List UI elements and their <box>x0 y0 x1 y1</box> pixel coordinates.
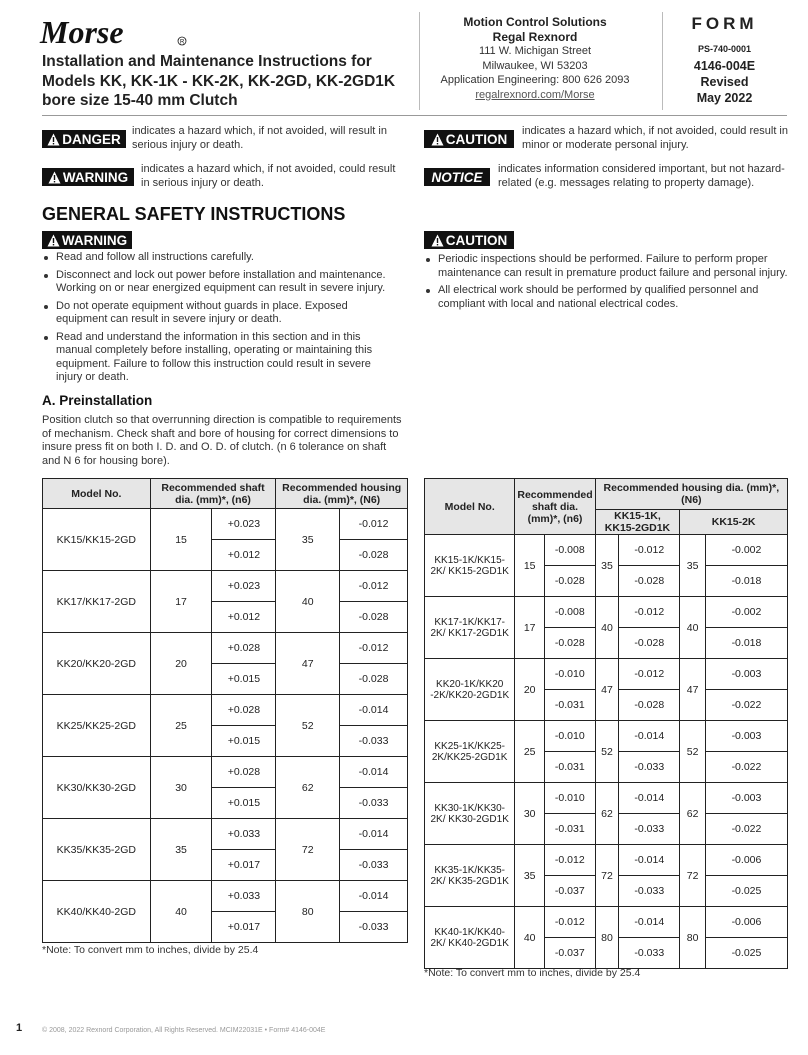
warning-triangle-icon <box>431 133 444 146</box>
shaft-tolerance-cell: +0.017 <box>212 912 276 943</box>
housing-tolerance-cell: -0.012 <box>340 509 408 540</box>
header-rule <box>42 115 787 116</box>
form-revised: Revised <box>700 75 749 89</box>
housing-dia-cell: 62 <box>276 757 340 819</box>
table-row <box>425 845 788 876</box>
shaft-tolerance-cell: -0.031 <box>544 814 595 845</box>
shaft-dia-cell: 35 <box>515 845 545 907</box>
logo-wordmark: Morse <box>40 16 124 50</box>
shaft-dia-cell: 20 <box>150 633 212 695</box>
shaft-tolerance-cell: -0.010 <box>544 721 595 752</box>
model-cell: KK20-1K/KK20 -2K/KK20-2GD1K <box>425 659 515 721</box>
table1-note: *Note: To convert mm to inches, divide by 25.4 <box>42 944 259 956</box>
housing-1k-tolerance-cell: -0.033 <box>619 876 680 907</box>
shaft-tolerance-cell: -0.010 <box>544 783 595 814</box>
shaft-tolerance-cell: +0.023 <box>212 509 276 540</box>
table2-note: *Note: To convert mm to inches, divide by 25.4 <box>424 967 641 979</box>
shaft-dia-cell: 30 <box>515 783 545 845</box>
model-cell: KK40/KK40-2GD <box>43 881 151 943</box>
shaft-tolerance-cell: -0.031 <box>544 752 595 783</box>
morse-logo <box>38 16 188 50</box>
housing-1k-tolerance-cell: -0.028 <box>619 628 680 659</box>
shaft-housing-table-2 <box>424 478 788 969</box>
housing-2k-dia-cell: 35 <box>680 535 706 597</box>
model-cell: KK35-1K/KK35-2K/ KK35-2GD1K <box>425 845 515 907</box>
table-row <box>425 721 788 752</box>
table2-header-model: Model No. <box>425 479 515 535</box>
housing-1k-tolerance-cell: -0.028 <box>619 690 680 721</box>
website-link[interactable]: regalrexnord.com/Morse <box>475 88 595 101</box>
table-row <box>43 881 408 912</box>
housing-dia-cell: 40 <box>276 571 340 633</box>
table2-header-housing: Recommended housing dia. (mm)*, (N6) <box>595 479 787 510</box>
housing-1k-tolerance-cell: -0.012 <box>619 597 680 628</box>
shaft-dia-cell: 25 <box>150 695 212 757</box>
caution-label: CAUTION <box>424 130 514 148</box>
table-row <box>43 633 408 664</box>
housing-2k-tolerance-cell: -0.006 <box>705 907 787 938</box>
list-item: Disconnect and lock out power before installation and maintenance. Working on or near energized equipment can result in severe injury. <box>42 269 397 296</box>
shaft-tolerance-cell: -0.012 <box>544 845 595 876</box>
address-line-1: 111 W. Michigan Street <box>478 45 592 57</box>
table1-header-housing: Recommended housing dia. (mm)*, (N6) <box>276 479 408 509</box>
contact-block <box>420 15 650 102</box>
housing-tolerance-cell: -0.014 <box>340 819 408 850</box>
housing-tolerance-cell: -0.014 <box>340 695 408 726</box>
shaft-dia-cell: 15 <box>150 509 212 571</box>
housing-tolerance-cell: -0.028 <box>340 602 408 633</box>
form-word: FORM <box>691 14 758 33</box>
housing-2k-tolerance-cell: -0.022 <box>705 814 787 845</box>
header-divider-2 <box>662 12 663 110</box>
safety-caution-label: CAUTION <box>424 231 514 249</box>
shaft-dia-cell: 20 <box>515 659 545 721</box>
housing-1k-tolerance-cell: -0.012 <box>619 535 680 566</box>
morse-logo-graphic <box>38 16 188 50</box>
housing-2k-dia-cell: 52 <box>680 721 706 783</box>
warning-triangle-icon <box>47 133 60 146</box>
form-number: 4146-004E <box>693 59 756 73</box>
document-title <box>42 52 422 111</box>
shaft-dia-cell: 30 <box>150 757 212 819</box>
housing-1k-dia-cell: 47 <box>595 659 619 721</box>
table-row <box>425 907 788 938</box>
warning-label: WARNING <box>42 168 134 186</box>
safety-warning-list <box>42 251 397 389</box>
company-line-1: Motion Control Solutions <box>463 15 607 29</box>
housing-tolerance-cell: -0.012 <box>340 571 408 602</box>
shaft-tolerance-cell: +0.028 <box>212 757 276 788</box>
housing-dia-cell: 47 <box>276 633 340 695</box>
housing-tolerance-cell: -0.014 <box>340 881 408 912</box>
shaft-tolerance-cell: -0.008 <box>544 535 595 566</box>
shaft-dia-cell: 40 <box>515 907 545 969</box>
phone-line: Application Engineering: 800 626 2093 <box>440 74 630 86</box>
shaft-tolerance-cell: +0.015 <box>212 726 276 757</box>
table1-header-model: Model No. <box>43 479 151 509</box>
shaft-tolerance-cell: +0.028 <box>212 695 276 726</box>
housing-2k-tolerance-cell: -0.003 <box>705 783 787 814</box>
model-cell: KK15/KK15-2GD <box>43 509 151 571</box>
warning-triangle-icon <box>431 234 444 247</box>
notice-label: NOTICE <box>424 168 490 186</box>
model-cell: KK30/KK30-2GD <box>43 757 151 819</box>
model-cell: KK30-1K/KK30-2K/ KK30-2GD1K <box>425 783 515 845</box>
housing-dia-cell: 72 <box>276 819 340 881</box>
shaft-dia-cell: 35 <box>150 819 212 881</box>
footer-copyright: © 2008, 2022 Rexnord Corporation, All Rights Reserved. MCIM22031E • Form# 4146-004E <box>42 1027 326 1034</box>
housing-1k-tolerance-cell: -0.014 <box>619 783 680 814</box>
housing-2k-dia-cell: 47 <box>680 659 706 721</box>
housing-tolerance-cell: -0.033 <box>340 788 408 819</box>
table-row <box>425 597 788 628</box>
danger-description: indicates a hazard which, if not avoided, will result in serious injury or death. <box>132 125 387 151</box>
shaft-dia-cell: 17 <box>515 597 545 659</box>
shaft-tolerance-cell: +0.015 <box>212 788 276 819</box>
table2-subheader-1k: KK15-1K, KK15-2GD1K <box>595 510 680 535</box>
shaft-tolerance-cell: +0.023 <box>212 571 276 602</box>
preinstallation-heading: A. Preinstallation <box>42 393 153 408</box>
table-row <box>43 571 408 602</box>
shaft-dia-cell: 40 <box>150 881 212 943</box>
shaft-tolerance-cell: -0.012 <box>544 907 595 938</box>
housing-2k-tolerance-cell: -0.022 <box>705 690 787 721</box>
title-line-2: Models KK, KK-1K - KK-2K, KK-2GD, KK-2GD1K <box>42 72 396 90</box>
table2-subheader-2k: KK15-2K <box>680 510 788 535</box>
housing-1k-dia-cell: 62 <box>595 783 619 845</box>
shaft-dia-cell: 17 <box>150 571 212 633</box>
list-item: Read and follow all instructions carefully. <box>42 251 397 265</box>
list-item: All electrical work should be performed by qualified personnel and compliant with local and national electrical codes. <box>424 284 794 311</box>
model-cell: KK20/KK20-2GD <box>43 633 151 695</box>
housing-1k-tolerance-cell: -0.033 <box>619 814 680 845</box>
preinstallation-text: Position clutch so that overrunning direction is compatible to requirements of mechanism. Check shaft and bore of housing for correct dimensions to insure press fit on both I. D. and O. D. of clutch. (n 6 tolerance on shaft and N 6 for housing bore). <box>42 414 402 467</box>
table2-body <box>425 535 788 969</box>
shaft-tolerance-cell: -0.010 <box>544 659 595 690</box>
housing-2k-tolerance-cell: -0.018 <box>705 566 787 597</box>
housing-2k-dia-cell: 40 <box>680 597 706 659</box>
shaft-tolerance-cell: -0.008 <box>544 597 595 628</box>
housing-2k-tolerance-cell: -0.006 <box>705 845 787 876</box>
list-item: Read and understand the information in this section and in this manual completely before installing, operating or maintaining this equipment. Failure to follow this instruction could result in severe injury or death. <box>42 331 397 385</box>
shaft-tolerance-cell: +0.012 <box>212 540 276 571</box>
table-row <box>43 509 408 540</box>
svg-text:R: R <box>180 39 185 46</box>
housing-1k-tolerance-cell: -0.014 <box>619 721 680 752</box>
table-row <box>425 659 788 690</box>
housing-tolerance-cell: -0.033 <box>340 850 408 881</box>
table-row <box>43 819 408 850</box>
form-date: May 2022 <box>696 91 753 105</box>
list-item: Periodic inspections should be performed. Failure to perform proper maintenance can result in premature product failure and personal injury. <box>424 253 794 280</box>
housing-dia-cell: 35 <box>276 509 340 571</box>
table1-header-shaft: Recommended shaft dia. (mm)*, (n6) <box>150 479 276 509</box>
shaft-tolerance-cell: +0.033 <box>212 881 276 912</box>
shaft-tolerance-cell: +0.033 <box>212 819 276 850</box>
model-cell: KK35/KK35-2GD <box>43 819 151 881</box>
housing-tolerance-cell: -0.012 <box>340 633 408 664</box>
shaft-tolerance-cell: +0.012 <box>212 602 276 633</box>
title-line-1: Installation and Maintenance Instructions for <box>42 53 372 70</box>
housing-tolerance-cell: -0.028 <box>340 540 408 571</box>
housing-2k-tolerance-cell: -0.002 <box>705 535 787 566</box>
warning-description: indicates a hazard which, if not avoided, could result in serious injury or death. <box>141 163 396 189</box>
housing-2k-tolerance-cell: -0.025 <box>705 938 787 969</box>
model-cell: KK25-1K/KK25- 2K/KK25-2GD1K <box>425 721 515 783</box>
housing-2k-tolerance-cell: -0.002 <box>705 597 787 628</box>
model-cell: KK25/KK25-2GD <box>43 695 151 757</box>
model-cell: KK15-1K/KK15-2K/ KK15-2GD1K <box>425 535 515 597</box>
housing-1k-dia-cell: 80 <box>595 907 619 969</box>
warning-triangle-icon <box>48 171 61 184</box>
shaft-tolerance-cell: +0.028 <box>212 633 276 664</box>
safety-warning-label: WARNING <box>42 231 132 249</box>
shaft-housing-table-1 <box>42 478 408 943</box>
housing-1k-dia-cell: 40 <box>595 597 619 659</box>
table-row <box>43 695 408 726</box>
form-info <box>672 14 777 106</box>
table-row <box>425 783 788 814</box>
shaft-tolerance-cell: -0.028 <box>544 566 595 597</box>
form-code: PS-740-0001 <box>697 44 752 54</box>
housing-tolerance-cell: -0.033 <box>340 726 408 757</box>
model-cell: KK17/KK17-2GD <box>43 571 151 633</box>
housing-2k-dia-cell: 62 <box>680 783 706 845</box>
title-line-3: bore size 15-40 mm Clutch <box>42 92 238 109</box>
housing-dia-cell: 80 <box>276 881 340 943</box>
housing-2k-tolerance-cell: -0.003 <box>705 659 787 690</box>
housing-dia-cell: 52 <box>276 695 340 757</box>
housing-2k-dia-cell: 72 <box>680 845 706 907</box>
housing-1k-tolerance-cell: -0.012 <box>619 659 680 690</box>
housing-1k-dia-cell: 72 <box>595 845 619 907</box>
page-number: 1 <box>16 1022 23 1034</box>
shaft-tolerance-cell: -0.037 <box>544 938 595 969</box>
warning-triangle-icon <box>47 234 60 247</box>
table-row <box>425 535 788 566</box>
table1-body <box>43 509 408 943</box>
notice-description: indicates information considered important, but not hazard-related (e.g. messages relating to property damage). <box>498 163 785 189</box>
housing-1k-tolerance-cell: -0.033 <box>619 752 680 783</box>
shaft-tolerance-cell: -0.028 <box>544 628 595 659</box>
safety-caution-list <box>424 253 794 315</box>
list-item: Do not operate equipment without guards in place. Exposed equipment can result in severe injury or death. <box>42 300 397 327</box>
housing-tolerance-cell: -0.033 <box>340 912 408 943</box>
housing-1k-tolerance-cell: -0.014 <box>619 845 680 876</box>
housing-1k-tolerance-cell: -0.014 <box>619 907 680 938</box>
shaft-tolerance-cell: +0.015 <box>212 664 276 695</box>
housing-2k-tolerance-cell: -0.018 <box>705 628 787 659</box>
model-cell: KK40-1K/KK40-2K/ KK40-2GD1K <box>425 907 515 969</box>
safety-heading: GENERAL SAFETY INSTRUCTIONS <box>42 204 346 224</box>
model-cell: KK17-1K/KK17-2K/ KK17-2GD1K <box>425 597 515 659</box>
shaft-tolerance-cell: -0.031 <box>544 690 595 721</box>
shaft-dia-cell: 15 <box>515 535 545 597</box>
housing-1k-dia-cell: 35 <box>595 535 619 597</box>
company-line-2: Regal Rexnord <box>492 29 578 44</box>
shaft-dia-cell: 25 <box>515 721 545 783</box>
housing-2k-tolerance-cell: -0.022 <box>705 752 787 783</box>
housing-tolerance-cell: -0.014 <box>340 757 408 788</box>
danger-label: DANGER <box>42 130 126 148</box>
housing-1k-tolerance-cell: -0.033 <box>619 938 680 969</box>
caution-description: indicates a hazard which, if not avoided, could result in minor or moderate personal injury. <box>522 125 788 151</box>
housing-2k-tolerance-cell: -0.003 <box>705 721 787 752</box>
table-row <box>43 757 408 788</box>
address-line-2: Milwaukee, WI 53203 <box>482 59 588 72</box>
shaft-tolerance-cell: -0.037 <box>544 876 595 907</box>
housing-tolerance-cell: -0.028 <box>340 664 408 695</box>
housing-1k-tolerance-cell: -0.028 <box>619 566 680 597</box>
housing-1k-dia-cell: 52 <box>595 721 619 783</box>
housing-2k-dia-cell: 80 <box>680 907 706 969</box>
housing-2k-tolerance-cell: -0.025 <box>705 876 787 907</box>
shaft-tolerance-cell: +0.017 <box>212 850 276 881</box>
table2-header-shaft: Recommended shaft dia. (mm)*, (n6) <box>515 479 595 535</box>
